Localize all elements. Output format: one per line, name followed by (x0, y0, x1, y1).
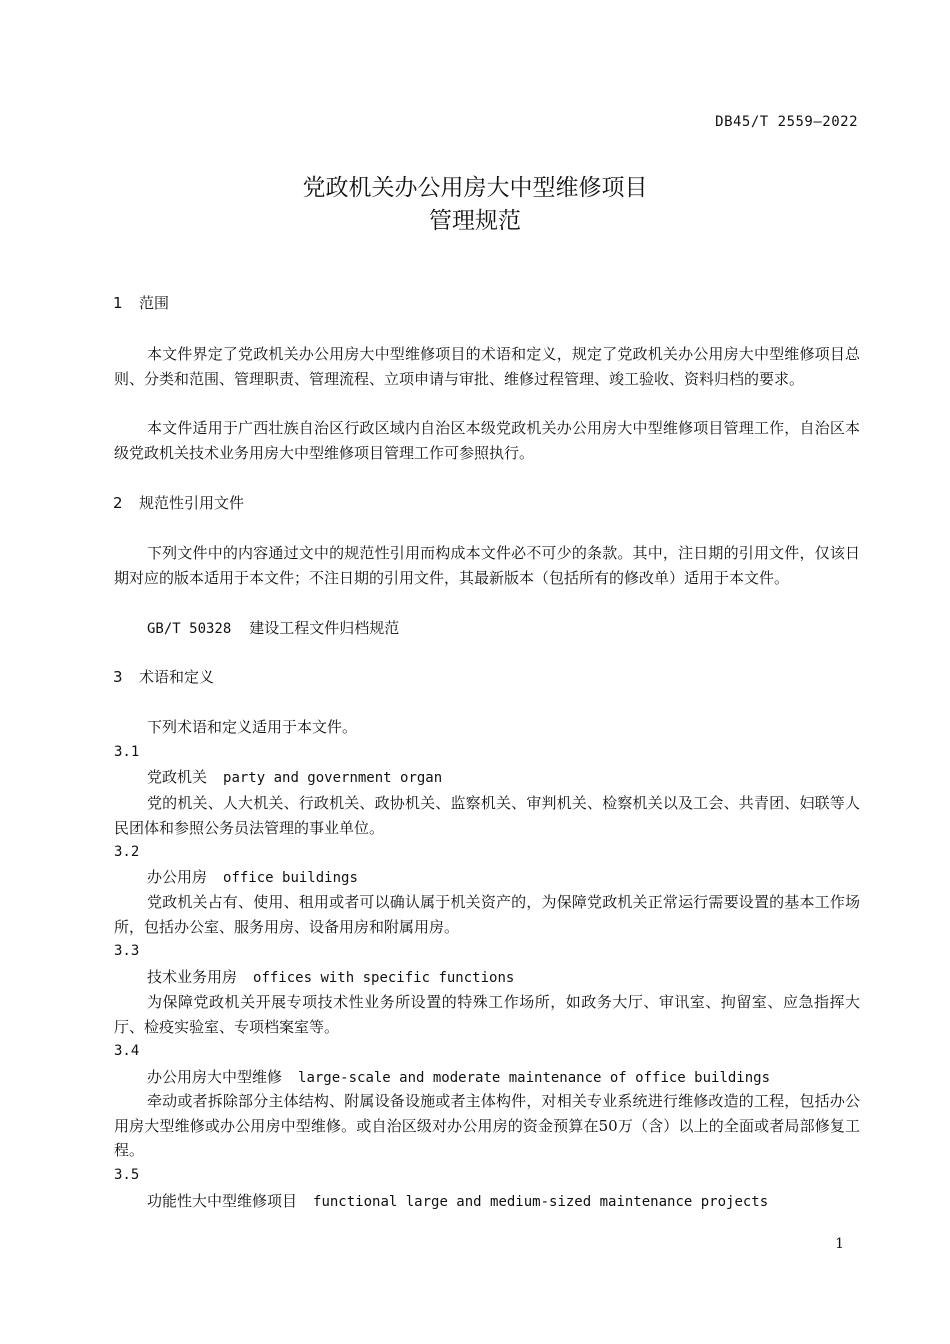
term-entry: 功能性大中型维修项目 functional large and medium-sized maintenance projects (147, 1192, 769, 1210)
section-2-heading: 2 规范性引用文件 (113, 494, 245, 512)
section-1-heading: 1 范围 (113, 294, 170, 312)
normative-reference: GB/T 50328 建设工程文件归档规范 (147, 619, 400, 637)
section-3-intro: 下列术语和定义适用于本文件。 (147, 718, 358, 736)
clause-number: 3.3 (114, 943, 140, 959)
section-1-paragraph-1: 本文件界定了党政机关办公用房大中型维修项目的术语和定义，规定了党政机关办公用房大中型维修项目总则、分类和范围、管理职责、管理流程、立项申请与审批、维修过程管理、竣工验收、资料归档的要求。 (114, 345, 860, 388)
document-title-line-2: 管理规范 (429, 208, 521, 234)
term-entry: 技术业务用房 offices with specific functions (147, 968, 515, 986)
section-3-heading: 3 术语和定义 (113, 668, 215, 686)
term-entry: 党政机关 party and government organ (147, 768, 443, 786)
clause-number: 3.1 (114, 744, 140, 760)
page-number: 1 (835, 1236, 844, 1252)
term-definition: 牵动或者拆除部分主体结构、附属设备设施或者主体构件，对相关专业系统进行维修改造的工程，包括办公用房大型维修或办公用房中型维修。或自治区级对办公用房的资金预算在50万（含）以上的全面或者局部修复工程。 (114, 1092, 860, 1159)
document-title-line-1: 党政机关办公用房大中型维修项目 (302, 175, 648, 201)
term-definition: 党政机关占有、使用、租用或者可以确认属于机关资产的，为保障党政机关正常运行需要设置的基本工作场所，包括办公室、服务用房、设备用房和附属用房。 (114, 893, 860, 936)
section-2-paragraph-1: 下列文件中的内容通过文中的规范性引用而构成本文件必不可少的条款。其中，注日期的引用文件，仅该日期对应的版本适用于本文件；不注日期的引用文件，其最新版本（包括所有的修改单）适用于本文件。 (114, 544, 860, 587)
clause-number: 3.4 (114, 1043, 140, 1059)
clause-number: 3.2 (114, 844, 140, 860)
term-definition: 为保障党政机关开展专项技术性业务所设置的特殊工作场所，如政务大厅、审讯室、拘留室、应急指挥大厅、检疫实验室、专项档案室等。 (114, 993, 860, 1036)
term-entry: 办公用房 office buildings (147, 868, 358, 886)
term-definition: 党的机关、人大机关、行政机关、政协机关、监察机关、审判机关、检察机关以及工会、共青团、妇联等人民团体和参照公务员法管理的事业单位。 (114, 794, 860, 837)
section-1-paragraph-2: 本文件适用于广西壮族自治区行政区域内自治区本级党政机关办公用房大中型维修项目管理工作，自治区本级党政机关技术业务用房大中型维修项目管理工作可参照执行。 (114, 419, 860, 462)
standard-number: DB45/T 2559—2022 (715, 114, 858, 130)
clause-number: 3.5 (114, 1167, 140, 1183)
term-entry: 办公用房大中型维修 large-scale and moderate maintenance of office buildings (147, 1068, 771, 1086)
